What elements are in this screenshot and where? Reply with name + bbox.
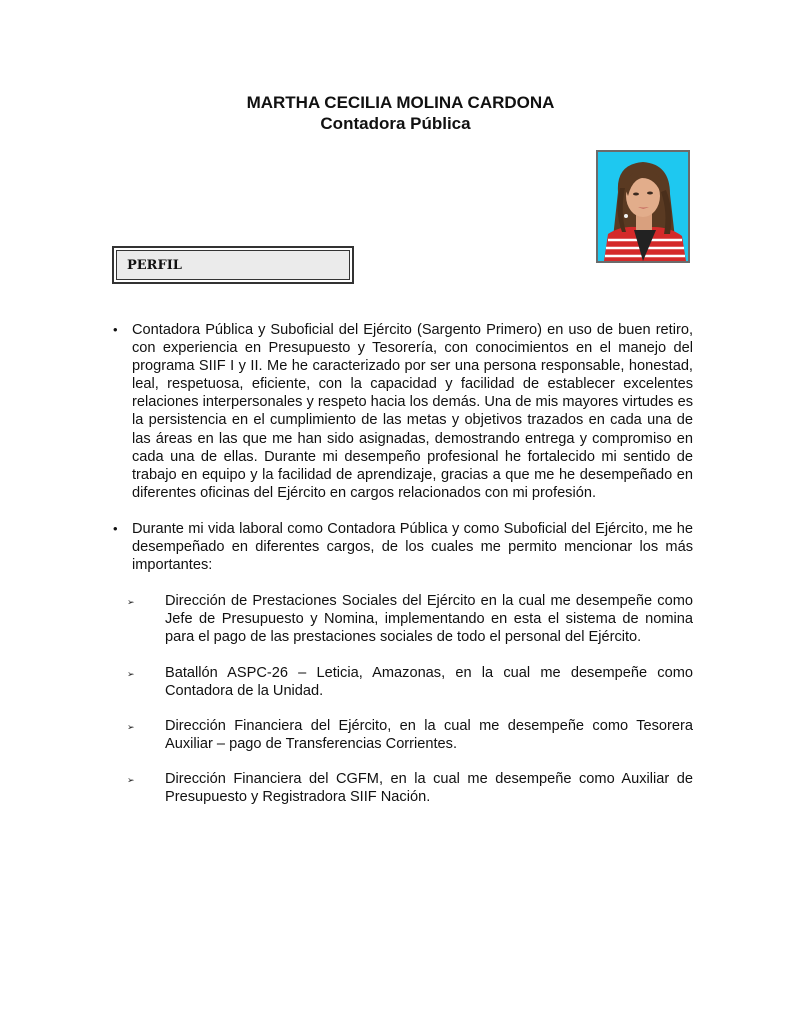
position-item: [127, 770, 693, 806]
position-item: [127, 592, 693, 646]
section-title: PERFIL: [127, 257, 182, 273]
position-item: [127, 664, 693, 700]
portrait-photo-icon: [598, 152, 688, 261]
position-item: [127, 717, 693, 753]
bullet-text: Contadora Pública y Suboficial del Ejército (Sargento Primero) en uso de buen retiro, con experiencia en Presupuesto y Tesorería, con conocimientos en el manejo del programa SIIF I y II. Me he caracterizado por ser una persona responsable, honestad, leal, respetuosa, eficiente, con la capacidad y facilidad de establecer excelentes relaciones interpersonales y respeto hacia los demás. Una de mis mayores virtudes es la persistencia en el cumplimiento de las metas y objetivos trazados en cada una de las áreas en las que me han sido asignadas, demostrando entrega y compromiso en cada una de ellas. Durante mi desempeño profesional he fortalecido mi sentido de trabajo en equipo y la facilidad de aprendizaje, gracias a que me he desempeñado en diferentes oficinas del Ejército en cargos relacionados con mi profesión.: [132, 322, 693, 501]
bullet-item: [113, 520, 693, 574]
positions-list: [113, 592, 693, 806]
person-name: MARTHA CECILIA MOLINA CARDONA: [246, 93, 555, 112]
document-header: [0, 92, 791, 134]
position-text: Dirección Financiera del Ejército, en la cual me desempeñe como Tesorera Auxiliar – pago de Transferencias Corrientes.: [165, 717, 693, 752]
bullet-icon: •: [113, 322, 118, 337]
bullet-icon: •: [113, 520, 118, 536]
section-header-perfil: [112, 246, 354, 284]
position-text: Dirección de Prestaciones Sociales del Ejército en la cual me desempeñe como Jefe de Presupuesto y Nomina, implementando en esta el sistema de nomina para el pago de las prestaciones sociales de todo el personal del Ejército.: [165, 593, 693, 646]
arrow-bullet-icon: ➢: [127, 774, 135, 785]
position-text: Dirección Financiera del CGFM, en la cual me desempeñe como Auxiliar de Presupuesto y Registradora SIIF Nación.: [165, 770, 693, 805]
bullet-text: Durante mi vida laboral como Contadora Pública y como Suboficial del Ejército, me he desempeñado en diferentes cargos, de los cuales me permito mencionar los más importantes:: [132, 520, 693, 574]
bullet-item: [113, 321, 693, 502]
profile-content: [113, 321, 693, 823]
arrow-bullet-icon: ➢: [127, 668, 135, 679]
arrow-bullet-icon: ➢: [127, 721, 135, 732]
profession-title: Contadora Pública: [320, 114, 471, 133]
profile-photo: [596, 150, 690, 263]
arrow-bullet-icon: ➢: [127, 597, 135, 608]
position-text: Batallón ASPC-26 – Leticia, Amazonas, en la cual me desempeñe como Contadora de la Unidad.: [165, 664, 693, 699]
